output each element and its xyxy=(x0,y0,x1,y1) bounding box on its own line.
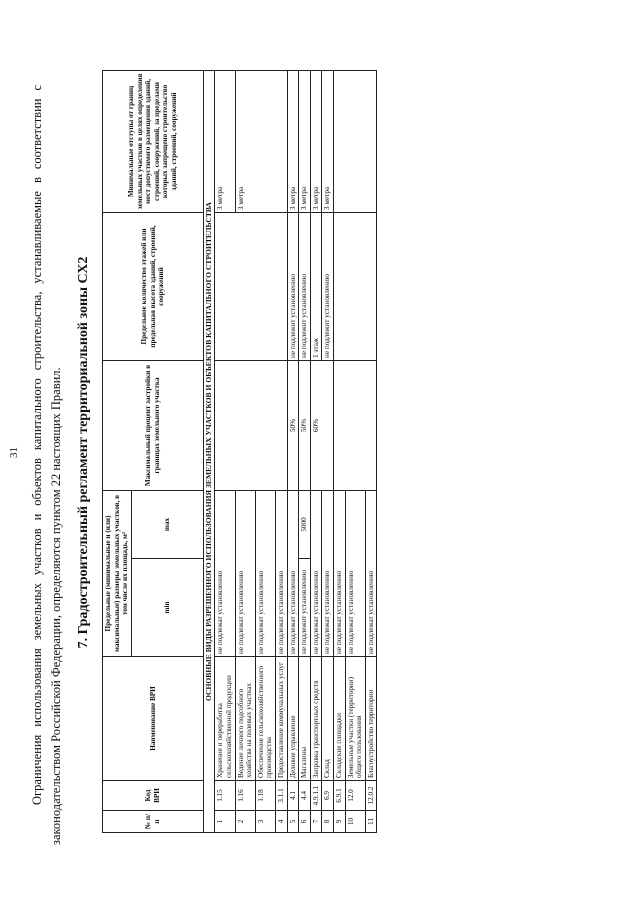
section-heading: ОСНОВНЫЕ ВИДЫ РАЗРЕШЕННОГО ИСПОЛЬЗОВАНИЯ ЗЕМЕЛЬНЫХ УЧАСТКОВ И ОБЪЕКТОВ КАПИТАЛЬНОГО СТРОИТЕЛЬСТВА xyxy=(203,70,215,832)
row-max: 5000 xyxy=(299,490,311,558)
row-name: Обеспечение сельскохозяйственного производства xyxy=(255,657,275,781)
row-setback: 3 метра xyxy=(235,70,287,212)
row-num: 4 xyxy=(275,811,287,833)
row-percent: 50% xyxy=(299,360,311,490)
header-num: № п/п xyxy=(103,811,204,833)
row-code: 1.18 xyxy=(255,781,275,811)
table-row xyxy=(299,70,311,832)
header-code: Код ВРИ xyxy=(103,781,204,811)
table-row xyxy=(215,70,235,832)
row-percent-empty xyxy=(215,360,287,490)
row-num: 9 xyxy=(333,811,345,833)
row-num: 7 xyxy=(310,811,322,833)
header-floors: Предельное количество этажей или предельная высота зданий, строений, сооружений xyxy=(103,212,204,360)
row-name: Ведение личного подсобного хозяйства на полевых участках xyxy=(235,657,255,781)
row-num: 5 xyxy=(287,811,299,833)
header-max: max xyxy=(131,490,203,558)
row-floors: не подлежит установлению xyxy=(287,212,299,360)
regulation-table xyxy=(102,70,377,833)
row-name: Деловое управление xyxy=(287,657,299,781)
table-row xyxy=(310,70,322,832)
row-percent-empty xyxy=(333,360,376,490)
intro-paragraph: Ограничения использования земельных участков и объектов капитального строительства, устанавливаемые в соответствии с законодательством Российской Федерации, определяются пунктом 22 настоящих Правил. xyxy=(30,85,63,845)
row-floors-empty xyxy=(215,212,287,360)
header-size: Предельные (минимальные и (или) максимальные) размеры земельных участков, в том числе их площадь, м² xyxy=(103,490,132,656)
row-setback: 3 метра xyxy=(287,70,299,212)
row-code: 12.0.2 xyxy=(365,781,377,811)
row-num: 11 xyxy=(365,811,377,833)
row-setback: 3 метра xyxy=(322,70,334,212)
row-size: не подлежат установлению xyxy=(322,490,334,656)
row-num: 1 xyxy=(215,811,235,833)
table-row xyxy=(333,70,345,832)
header-min: min xyxy=(131,559,203,657)
header-percent: Максимальный процент застройки в границах земельного участка xyxy=(103,360,204,490)
row-setback-empty xyxy=(333,70,376,212)
row-size: не подлежат установлению xyxy=(287,490,299,656)
row-code: 1.15 xyxy=(215,781,235,811)
row-setback: 3 метра xyxy=(310,70,322,212)
row-code: 4.9.1.1 xyxy=(310,781,322,811)
row-floors: не подлежит установлению xyxy=(322,212,334,360)
row-num: 6 xyxy=(299,811,311,833)
row-num: 2 xyxy=(235,811,255,833)
section-title: 7. Градостроительный регламент территориальной зоны СХ2 xyxy=(76,256,91,649)
table-row xyxy=(287,70,299,832)
row-name: Предоставление коммунальных услуг xyxy=(275,657,287,781)
header-setback: Минимальные отступы от границ земельных участков в целях определения мест допустимого размещения зданий, строений, сооружений, за пределами которых запрещено строительство зданий, строений, сооружений xyxy=(103,70,204,212)
row-floors: 1 этаж xyxy=(310,212,322,360)
row-percent: 60% xyxy=(310,360,333,490)
row-setback: 3 метра xyxy=(299,70,311,212)
row-size: не подлежат установлению xyxy=(365,490,377,656)
row-percent: 50% xyxy=(287,360,299,490)
row-num: 8 xyxy=(322,811,334,833)
row-name: Магазины xyxy=(299,657,311,781)
row-name: Земельные участки (территории) общего пользования xyxy=(345,657,365,781)
row-name: Складские площадки xyxy=(333,657,345,781)
row-min: не подлежит установлению xyxy=(299,559,311,657)
row-size: не подлежат установлению xyxy=(310,490,322,656)
row-floors: не подлежит установлению xyxy=(299,212,311,360)
row-name: Хранение и переработка сельскохозяйственной продукции xyxy=(215,657,235,781)
row-code: 12.0 xyxy=(345,781,365,811)
row-size: не подлежат установлению xyxy=(333,490,345,656)
row-setback: 3 метра xyxy=(215,70,235,212)
header-name: Наименование ВРИ xyxy=(103,657,204,781)
page-number: 31 xyxy=(8,447,20,458)
row-size: не подлежат установлению xyxy=(255,490,275,656)
row-size: не подлежат установлению xyxy=(275,490,287,656)
row-name: Заправка транспортных средств xyxy=(310,657,322,781)
row-size: не подлежат установлению xyxy=(215,490,235,656)
row-code: 3.1.1 xyxy=(275,781,287,811)
row-num: 3 xyxy=(255,811,275,833)
row-code: 1.16 xyxy=(235,781,255,811)
row-size: не подлежат установлению xyxy=(235,490,255,656)
row-name: Благоустройство территории xyxy=(365,657,377,781)
row-code: 6.9 xyxy=(322,781,334,811)
row-floors-empty xyxy=(333,212,376,360)
row-code: 6.9.1 xyxy=(333,781,345,811)
row-num: 10 xyxy=(345,811,365,833)
row-size: не подлежат установлению xyxy=(345,490,365,656)
row-name: Склад xyxy=(322,657,334,781)
row-code: 4.1 xyxy=(287,781,299,811)
row-code: 4.4 xyxy=(299,781,311,811)
